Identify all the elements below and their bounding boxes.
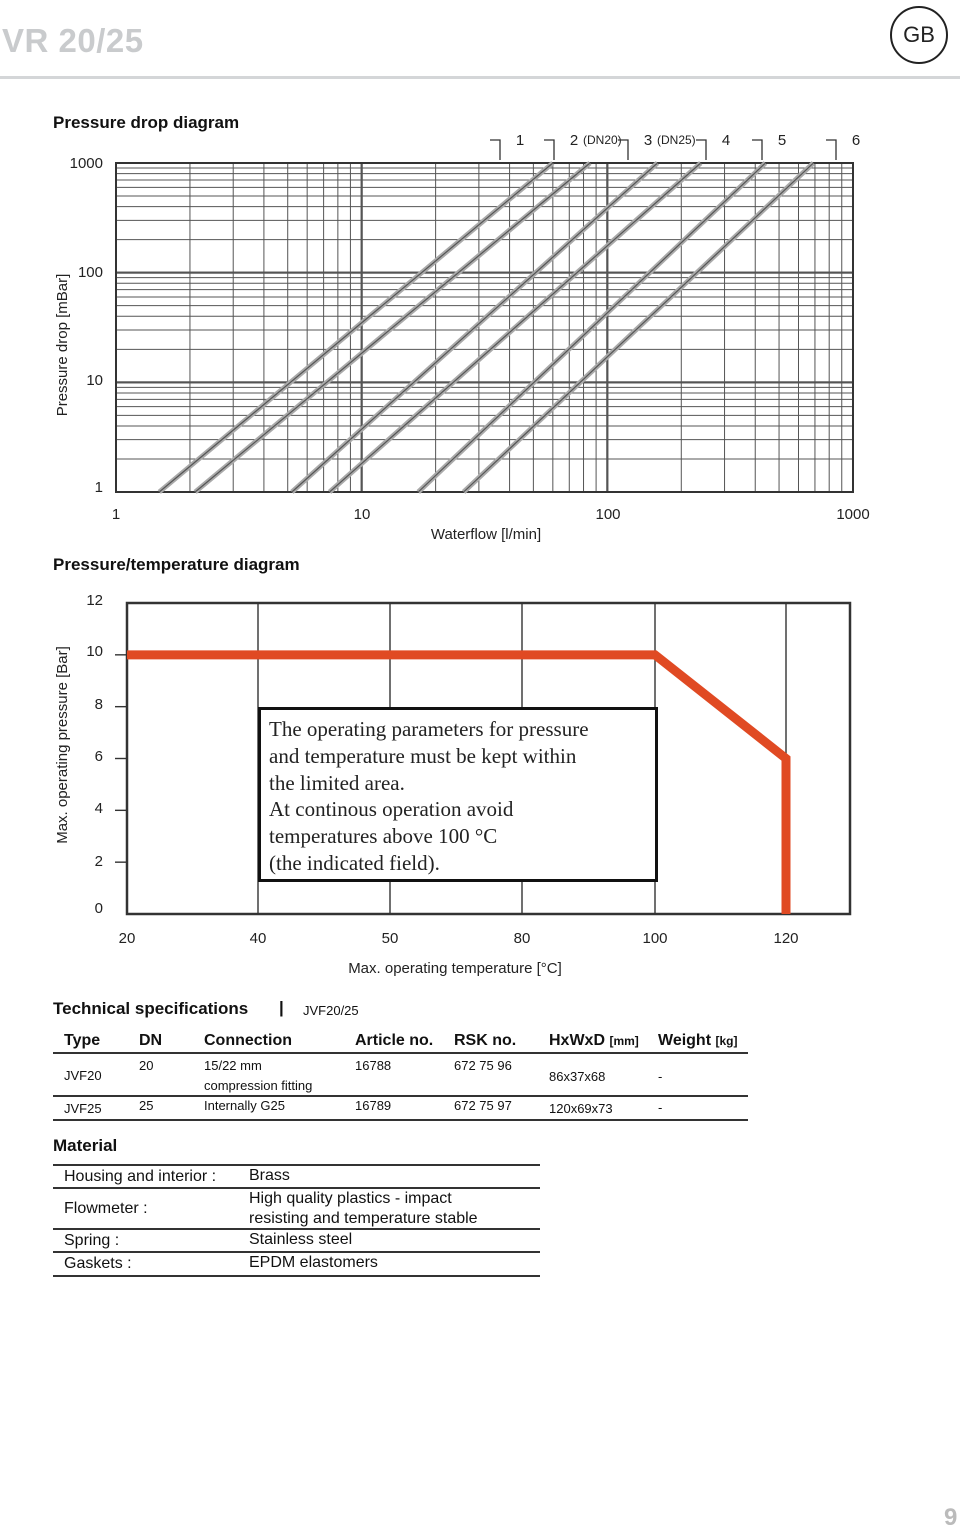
y-tick-label: 8	[94, 696, 103, 713]
material-value: EPDM elastomers	[249, 1254, 378, 1271]
curve-label-number: 4	[721, 132, 731, 149]
y-tick-label: 2	[94, 853, 103, 870]
y-axis-label: Max. operating pressure [Bar]	[54, 646, 71, 844]
x-tick-label: 100	[642, 930, 668, 947]
cell-connection-2: compression fitting	[204, 1078, 313, 1093]
pressure-drop-heading: Pressure drop diagram	[53, 113, 240, 132]
table-rule	[53, 1228, 540, 1230]
note-line: and temperature must be kept within	[269, 743, 577, 768]
cell-dn: 20	[139, 1058, 154, 1073]
x-tick-label: 20	[118, 930, 136, 947]
x-tick-label: 50	[381, 930, 399, 947]
y-tick-label: 100	[77, 264, 103, 281]
material-label: Spring :	[64, 1232, 120, 1249]
note-line: temperatures above 100 °C	[269, 824, 498, 849]
y-tick-label: 4	[94, 800, 103, 817]
cell-hwd: 120x69x73	[549, 1101, 613, 1116]
x-tick-label: 120	[773, 930, 799, 947]
x-tick-label: 80	[513, 930, 531, 947]
cell-article: 16789	[355, 1098, 392, 1113]
x-tick-label: 1	[111, 506, 121, 523]
x-tick-label: 10	[353, 506, 371, 523]
tech-specs-model: JVF20/25	[303, 1003, 359, 1018]
y-tick-label: 10	[86, 372, 103, 389]
col-header-hwd: HxWxD [mm]	[549, 1032, 639, 1049]
table-rule	[53, 1052, 748, 1054]
table-rule	[53, 1187, 540, 1189]
y-tick-label: 1000	[69, 155, 103, 172]
note-line: The operating parameters for pressure	[269, 717, 589, 741]
y-tick-label: 0	[94, 900, 103, 917]
cell-rsk: 672 75 97	[454, 1098, 512, 1113]
x-tick-label: 100	[595, 506, 621, 523]
curve-label-number: 3	[643, 132, 653, 149]
cell-weight: -	[658, 1069, 663, 1084]
cell-connection: Internally G25	[204, 1098, 285, 1113]
y-axis-label: Pressure drop [mBar]	[54, 273, 71, 417]
curve-label-note: (DN20)	[583, 133, 622, 147]
cell-connection: 15/22 mm	[204, 1058, 262, 1073]
col-header-type: Type	[64, 1032, 101, 1049]
cell-type: JVF20	[64, 1068, 102, 1083]
material-value: Stainless steel	[249, 1231, 353, 1248]
curve-label-number: 2	[569, 132, 579, 149]
note-line: the limited area.	[269, 770, 405, 795]
curve-label-number: 1	[515, 132, 525, 149]
cell-dn: 25	[139, 1098, 154, 1113]
cell-article: 16788	[355, 1058, 392, 1073]
table-rule	[53, 1119, 748, 1121]
y-tick-label: 12	[86, 592, 103, 609]
material-heading: Material	[53, 1136, 118, 1155]
document-title: VR 20/25	[2, 22, 144, 59]
col-header-connection: Connection	[204, 1032, 292, 1049]
curve-label-note: (DN25)	[657, 133, 696, 147]
y-tick-label: 6	[94, 748, 103, 765]
col-header-weight: Weight [kg]	[658, 1032, 738, 1049]
curve-label-number: 5	[777, 132, 787, 149]
language-badge: GB	[890, 6, 948, 64]
material-label: Housing and interior :	[64, 1168, 217, 1185]
material-value: Brass	[249, 1167, 290, 1184]
cell-rsk: 672 75 96	[454, 1058, 512, 1073]
col-header-article: Article no.	[355, 1032, 434, 1049]
col-header-dn: DN	[139, 1032, 163, 1049]
table-rule	[53, 1251, 540, 1253]
table-rule	[53, 1275, 540, 1277]
material-label: Flowmeter :	[64, 1200, 148, 1217]
table-rule	[53, 1164, 540, 1166]
y-tick-label: 1	[94, 479, 103, 496]
note-line: (the indicated field).	[269, 850, 440, 875]
material-value: High quality plastics - impact	[249, 1190, 452, 1207]
curve-label-number: 6	[851, 132, 861, 149]
y-tick-label: 10	[86, 643, 103, 660]
tech-specs-separator: |	[279, 998, 284, 1017]
operating-note-box	[258, 707, 658, 882]
material-label: Gaskets :	[64, 1255, 132, 1272]
x-axis-label: Waterflow [l/min]	[430, 526, 542, 543]
cell-type: JVF25	[64, 1101, 102, 1116]
x-tick-label: 1000	[836, 506, 870, 523]
tech-specs-heading: Technical specifications	[53, 999, 249, 1018]
cell-hwd: 86x37x68	[549, 1069, 606, 1084]
pressure-temperature-heading: Pressure/temperature diagram	[53, 555, 300, 574]
table-rule	[53, 1095, 748, 1097]
cell-weight: -	[658, 1100, 663, 1115]
x-axis-label: Max. operating temperature [°C]	[348, 960, 562, 977]
x-tick-label: 40	[249, 930, 267, 947]
material-value-2: resisting and temperature stable	[249, 1210, 478, 1227]
col-header-rsk: RSK no.	[454, 1032, 517, 1049]
note-line: At continous operation avoid	[269, 797, 514, 822]
page-number: 9	[944, 1504, 958, 1531]
